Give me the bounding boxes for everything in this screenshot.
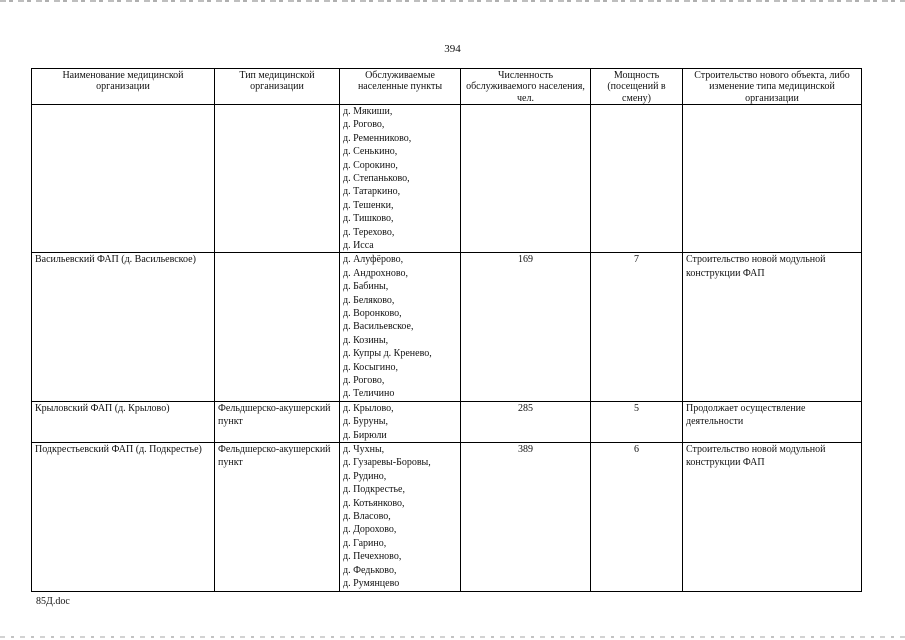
settlement-item: д. Румянцево — [343, 578, 400, 590]
construction-cell — [683, 443, 862, 591]
settlement-item: д. Сенькино, — [343, 146, 398, 158]
table-body — [32, 104, 862, 591]
table-row — [32, 401, 862, 442]
population-cell-value: 389 — [518, 444, 533, 456]
org-type-cell — [215, 443, 340, 591]
table-header-row — [32, 69, 862, 105]
settlement-item: д. Косыгино, — [343, 361, 398, 373]
population-cell — [461, 104, 591, 252]
capacity-cell-value: 6 — [634, 444, 639, 456]
capacity-cell — [591, 401, 683, 442]
settlement-item: д. Печехново, — [343, 551, 402, 563]
header-population: Численность обслуживаемого населения, чел. — [461, 69, 591, 105]
construction-text: Строительство новой модульной конструкции ФАП — [686, 254, 826, 279]
settlement-item: д. Воронково, — [343, 307, 402, 319]
settlement-item: д. Рогово, — [343, 119, 385, 131]
settlement-item: д. Бабины, — [343, 281, 389, 293]
settlement-item: д. Власово, — [343, 511, 391, 523]
population-cell — [461, 253, 591, 401]
header-org-name: Наименование медицинской организации — [32, 69, 215, 105]
capacity-cell-value: 5 — [634, 402, 639, 414]
capacity-cell-value: 7 — [634, 254, 639, 266]
org-name-cell-text: Крыловский ФАП (д. Крылово) — [35, 402, 170, 414]
header-org-type: Тип медицинской организации — [215, 69, 340, 105]
table-row — [32, 443, 862, 591]
settlement-item: д. Крылово, — [343, 402, 394, 414]
settlement-item: д. Гарино, — [343, 537, 387, 549]
settlement-item: д. Козины, — [343, 334, 389, 346]
settlement-item: д. Степаньково, — [343, 172, 410, 184]
scan-edge-top — [0, 0, 905, 2]
settlement-item: д. Андрохново, — [343, 267, 409, 279]
capacity-cell — [591, 104, 683, 252]
construction-cell — [683, 253, 862, 401]
table-row — [32, 253, 862, 401]
settlement-item: д. Исса — [343, 239, 374, 251]
org-type-cell — [215, 104, 340, 252]
org-name-cell — [32, 401, 215, 442]
settlement-item: д. Тешенки, — [343, 199, 394, 211]
construction-text: Продолжает осуществление деятельности — [686, 402, 806, 428]
org-name-cell — [32, 104, 215, 252]
org-type-cell — [215, 253, 340, 401]
construction-text: Строительство новой модульной конструкции ФАП — [686, 444, 826, 469]
population-cell-value: 169 — [518, 254, 533, 266]
construction-cell — [683, 401, 862, 442]
capacity-cell — [591, 443, 683, 591]
settlement-item: д. Федьково, — [343, 564, 397, 576]
settlement-item: д. Котьянково, — [343, 497, 405, 509]
settlement-item: д. Васильевское, — [343, 321, 414, 333]
settlement-item: д. Теличино — [343, 388, 395, 400]
settlement-item: д. Мякиши, — [343, 105, 393, 117]
settlements-cell — [340, 401, 461, 442]
settlements-cell — [340, 253, 461, 401]
header-settlements: Обслуживаемые населенные пункты — [340, 69, 461, 105]
settlement-item: д. Купры д. Кренево, — [343, 348, 432, 360]
population-cell — [461, 443, 591, 591]
settlement-item: д. Алуфёрово, — [343, 254, 404, 266]
population-cell-value: 285 — [518, 402, 533, 414]
org-name-cell-text: Подкрестьевский ФАП (д. Подкрестье) — [35, 444, 202, 456]
settlement-item: д. Татаркино, — [343, 186, 401, 198]
settlement-item: д. Гузаревы-Боровы, — [343, 457, 431, 469]
organizations-table — [31, 68, 862, 592]
settlement-item: д. Рогово, — [343, 375, 385, 387]
org-name-cell-text: Васильевский ФАП (д. Васильевское) — [35, 254, 196, 266]
table-row — [32, 104, 862, 252]
org-type-cell-text: Фельдшерско-акушерский пункт — [218, 402, 331, 428]
settlement-item: д. Беляково, — [343, 294, 395, 306]
org-type-cell — [215, 401, 340, 442]
settlement-item: д. Тишково, — [343, 213, 394, 225]
footer-filename: 85Д.doc — [36, 596, 70, 607]
header-construction: Строительство нового объекта, либо изменение типа медицинской организации — [683, 69, 862, 105]
page-number: 394 — [444, 43, 461, 55]
settlements-cell — [340, 443, 461, 591]
scan-edge-bottom — [0, 636, 905, 638]
settlement-item: д. Дорохово, — [343, 524, 397, 536]
population-cell — [461, 401, 591, 442]
settlements-cell — [340, 104, 461, 252]
settlement-item: д. Терехово, — [343, 226, 395, 238]
org-name-cell — [32, 253, 215, 401]
capacity-cell — [591, 253, 683, 401]
settlement-item: д. Ременниково, — [343, 132, 412, 144]
settlement-item: д. Бирюли — [343, 429, 387, 441]
construction-cell — [683, 104, 862, 252]
settlement-item: д. Сорокино, — [343, 159, 398, 171]
org-name-cell — [32, 443, 215, 591]
header-capacity: Мощность (посещений в смену) — [591, 69, 683, 105]
settlement-item: д. Подкрестье, — [343, 484, 405, 496]
settlement-item: д. Чухны, — [343, 444, 385, 456]
org-type-cell-text: Фельдшерско-акушерский пункт — [218, 444, 331, 469]
settlement-item: д. Буруны, — [343, 416, 389, 428]
settlement-item: д. Рудино, — [343, 470, 387, 482]
